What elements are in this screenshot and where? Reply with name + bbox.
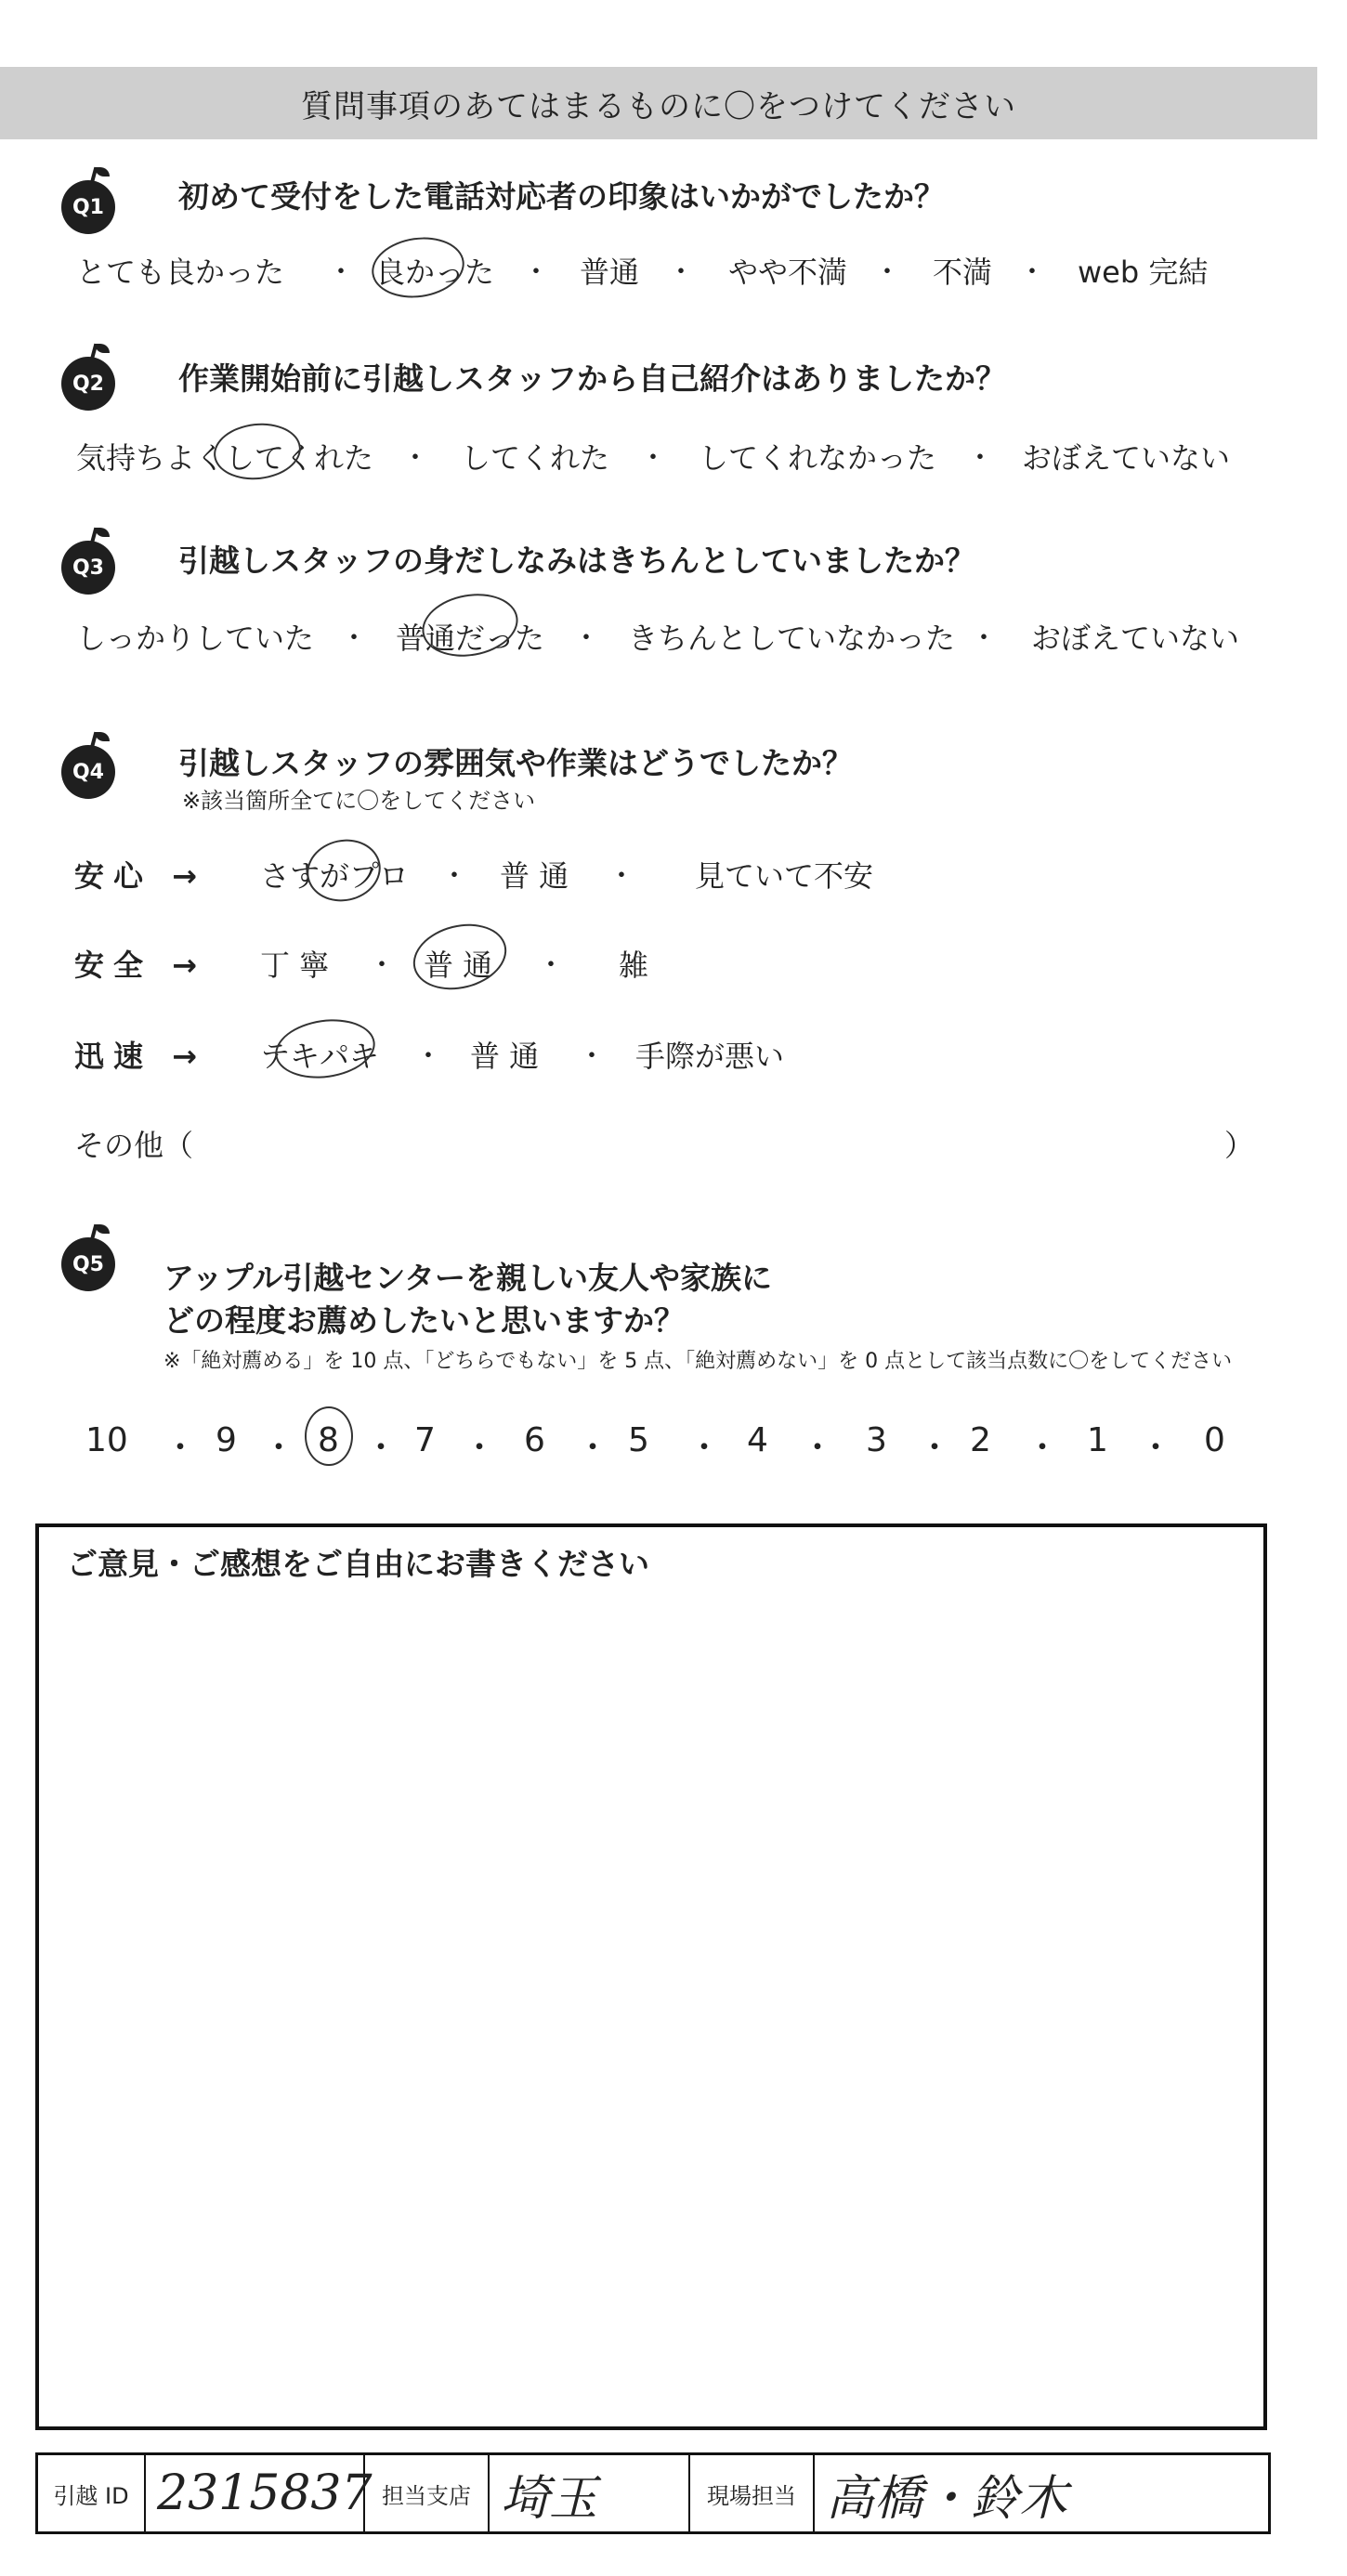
separator-dot: ・	[463, 1429, 497, 1467]
separator-dot: ・	[576, 1429, 610, 1467]
q4-apple-icon	[61, 732, 128, 799]
q1-option-2[interactable]: 良かった	[375, 255, 495, 290]
q4-row2-option-1[interactable]: 丁 寧	[260, 948, 330, 983]
separator-dot: ・	[801, 1429, 835, 1467]
separator-dot: ・	[537, 949, 565, 982]
q5-note: ※「絶対薦める」を 10 点、「どちらでもない」を 5 点、「絶対薦めない」を 0 点として該当点数に〇をしてください	[163, 1350, 1233, 1373]
q1-option-1[interactable]: とても良かった	[76, 255, 285, 290]
separator-dot: ・	[522, 256, 550, 289]
move-id-value[interactable]: 2315837	[146, 2455, 365, 2531]
score-2[interactable]: 2	[970, 1421, 991, 1459]
separator-dot: ・	[163, 1429, 198, 1467]
separator-dot: ・	[368, 949, 396, 982]
q4-other-label: その他（	[74, 1128, 194, 1163]
comments-box[interactable]	[35, 1523, 1267, 2430]
q1-option-4[interactable]: やや不満	[728, 255, 848, 290]
separator-dot: ・	[918, 1429, 952, 1467]
q4-row-label-jinsoku: 迅速 →	[74, 1039, 206, 1074]
q3-badge: Q3	[61, 541, 115, 595]
q2-option-1[interactable]: 気持ちよくしてくれた	[76, 440, 374, 476]
separator-dot: ・	[873, 256, 901, 289]
score-5[interactable]: 5	[628, 1421, 649, 1459]
separator-dot: ・	[687, 1429, 722, 1467]
q2-badge: Q2	[61, 357, 115, 411]
separator-dot: ・	[364, 1429, 399, 1467]
score-6[interactable]: 6	[524, 1421, 545, 1459]
separator-dot: ・	[572, 622, 600, 655]
q3-option-4[interactable]: おぼえていない	[1031, 621, 1240, 656]
score-10[interactable]: 10	[85, 1421, 128, 1459]
score-8[interactable]: 8	[318, 1421, 339, 1459]
branch-label: 担当支店	[365, 2455, 490, 2531]
separator-dot: ・	[414, 1040, 442, 1073]
q1-option-6[interactable]: web 完結	[1078, 255, 1209, 290]
q2-apple-icon	[61, 344, 128, 411]
separator-dot: ・	[667, 256, 695, 289]
q3-option-1[interactable]: しっかりしていた	[76, 621, 315, 656]
branch-value[interactable]: 埼玉	[490, 2455, 690, 2531]
q3-question: 引越しスタッフの身だしなみはきちんとしていましたか？	[178, 543, 975, 579]
score-9[interactable]: 9	[216, 1421, 237, 1459]
q4-row-label-anshin: 安心 →	[74, 858, 206, 894]
score-4[interactable]: 4	[747, 1421, 768, 1459]
separator-dot: ・	[608, 860, 635, 893]
q1-option-3[interactable]: 普通	[580, 255, 640, 290]
q4-row2-option-2[interactable]: 普 通	[424, 948, 493, 983]
q4-row3-option-2[interactable]: 普 通	[470, 1039, 540, 1074]
q2-option-2[interactable]: してくれた	[461, 440, 610, 476]
separator-dot: ・	[1026, 1429, 1060, 1467]
separator-dot: ・	[401, 442, 429, 475]
score-3[interactable]: 3	[866, 1421, 887, 1459]
footer-info-table	[35, 2452, 1271, 2534]
q4-row1-option-1[interactable]: さすがプロ	[260, 858, 410, 894]
page-header	[0, 67, 1317, 139]
score-0[interactable]: 0	[1204, 1421, 1225, 1459]
q1-question: 初めて受付をした電話対応者の印象はいかがでしたか？	[178, 178, 945, 215]
comments-title: ご意見・ご感想をご自由にお書きください	[67, 1546, 649, 1582]
q4-row2-option-3[interactable]: 雑	[619, 948, 649, 983]
q1-apple-icon	[61, 167, 128, 234]
q4-badge: Q4	[61, 745, 115, 799]
separator-dot: ・	[1018, 256, 1046, 289]
move-id-label: 引越 ID	[38, 2455, 146, 2531]
separator-dot: ・	[966, 442, 994, 475]
score-1[interactable]: 1	[1087, 1421, 1108, 1459]
q4-row3-option-3[interactable]: 手際が悪い	[635, 1039, 785, 1074]
q2-question: 作業開始前に引越しスタッフから自己紹介はありましたか？	[178, 360, 1006, 397]
score-7[interactable]: 7	[414, 1421, 436, 1459]
staff-value[interactable]: 高橋・鈴木	[826, 2470, 1068, 2527]
separator-dot: ・	[327, 256, 355, 289]
q3-option-2[interactable]: 普通だった	[396, 621, 545, 656]
separator-dot: ・	[578, 1040, 606, 1073]
separator-dot: ・	[1139, 1429, 1173, 1467]
q3-option-3[interactable]: きちんとしていなかった	[628, 621, 956, 656]
q1-option-5[interactable]: 不満	[933, 255, 993, 290]
q4-other-close: ）	[1224, 1128, 1255, 1163]
q5-apple-icon	[61, 1224, 128, 1291]
q4-row3-option-1[interactable]: テキパキ	[260, 1039, 380, 1074]
separator-dot: ・	[340, 622, 368, 655]
separator-dot: ・	[262, 1429, 296, 1467]
q2-option-3[interactable]: してくれなかった	[699, 440, 937, 476]
separator-dot: ・	[639, 442, 667, 475]
q5-question-line1: アップル引越センターを親しい友人や家族に	[163, 1260, 773, 1296]
q4-note: ※該当箇所全てに〇をしてください	[182, 788, 536, 814]
q5-question-line2: どの程度お薦めしたいと思いますか？	[163, 1302, 685, 1339]
q3-apple-icon	[61, 528, 128, 595]
separator-dot: ・	[970, 622, 998, 655]
q4-question: 引越しスタッフの雰囲気や作業はどうでしたか？	[178, 745, 853, 781]
staff-label: 現場担当	[690, 2455, 815, 2531]
q4-row1-option-2[interactable]: 普 通	[500, 858, 569, 894]
q2-option-4[interactable]: おぼえていない	[1022, 440, 1231, 476]
q5-badge: Q5	[61, 1237, 115, 1291]
header-title: 質問事項のあてはまるものに〇をつけてください	[301, 87, 1016, 125]
separator-dot: ・	[440, 860, 468, 893]
q4-row-label-anzen: 安全 →	[74, 948, 206, 983]
q4-row1-option-3[interactable]: 見ていて不安	[695, 858, 874, 894]
q1-badge: Q1	[61, 180, 115, 234]
